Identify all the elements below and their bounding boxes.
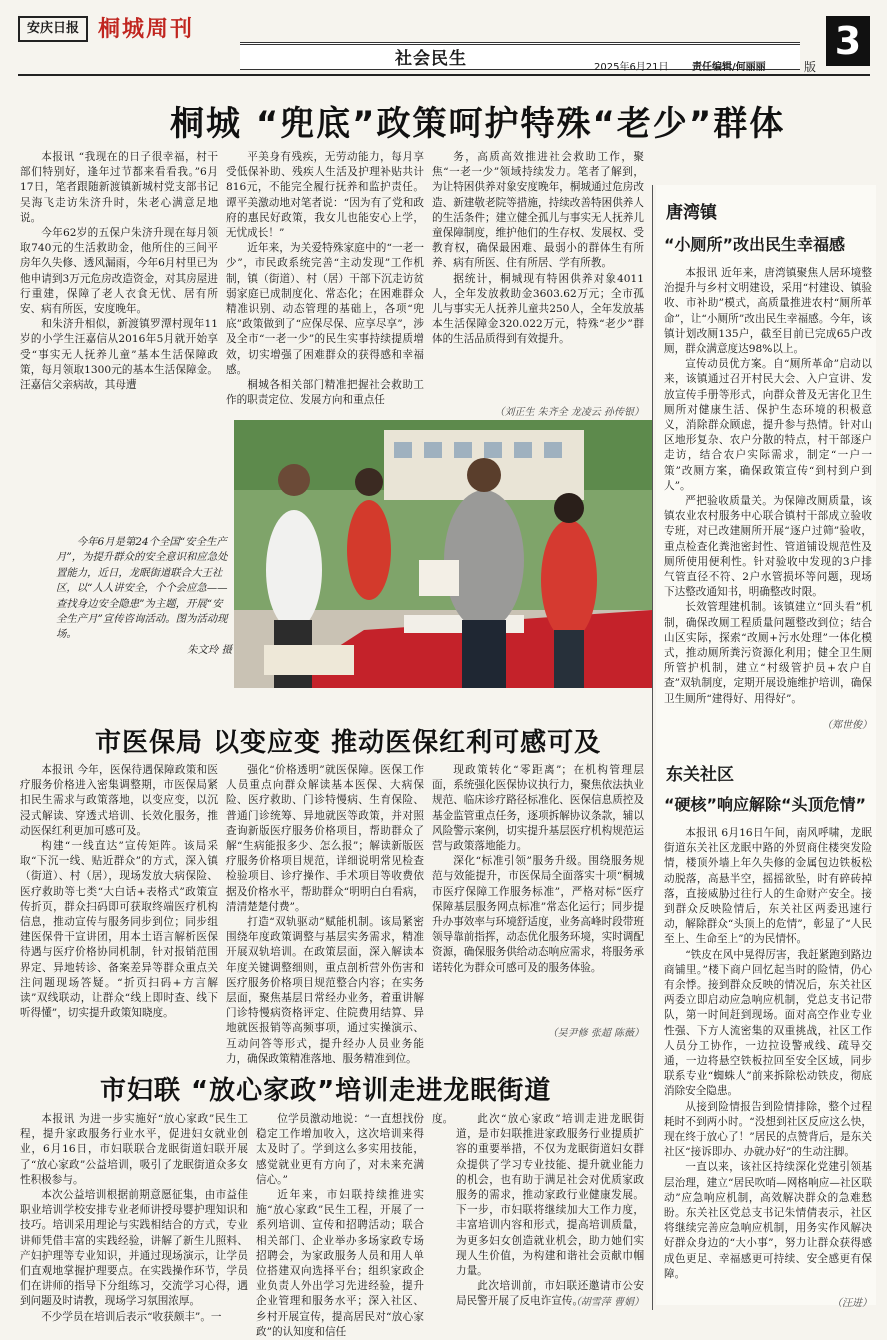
women-byline: （胡雪萍 曹娟）: [570, 1297, 644, 1308]
paragraph: 务，高质高效推进社会救助工作，聚焦“一老一少”领域持续发力。笔者了解到，为让特困供养对象安度晚年，桐城通过危房改造、新建敬老院等措施，持续改善特困供养人的生活条件；建立健全孤儿与事实无人抚养儿童保障制度，维护他们的生存权、发展权、受教育权，确保最困难、最弱小的群体生有所养、病有所医、住有所居、学有所教。: [432, 151, 644, 270]
page-number: 3: [826, 16, 870, 66]
women-article-col1: [20, 1112, 248, 1323]
paragraph: 此次培训前，市妇联还邀请市公安局民警开展了反电诈宣传。: [456, 1280, 644, 1308]
sidebar-story2-headline: “硬核”响应解除“头顶危情”: [664, 795, 867, 814]
medical-headline: 市医保局 以变应变 推动医保红利可感可及: [95, 728, 602, 758]
editor-credit: 责任编辑/何丽丽: [692, 62, 766, 73]
sidebar-story1-byline: （郑世俊）: [822, 720, 872, 731]
paragraph: 平美身有残疾，无劳动能力，每月享受低保补助、残疾人生活及护理补贴共计816元，不能完全履行抚养和监护责任。谭平美激动地对笔者说：“因为有了党和政府的惠民好政策，我女儿也能安心上学，无忧成长！”: [226, 151, 424, 240]
paragraph: 深化“标准引领”服务升级。围绕服务规范与效能提升，市医保局全面落实十项“桐城市医疗保障工作服务标准”，严格对标“医疗保障基层服务网点标准”常态化运行；同步提升办事效率与环境舒适度，业务高峰时段带班领导靠前指挥，动态优化服务环境，实时调配资源，确保服务供给动态响应需求，将服务承诺转化为群众可感可及的服务体验。: [432, 855, 644, 974]
sidebar-story1-place: 唐湾镇: [666, 203, 717, 223]
sidebar-story2-body: [664, 826, 872, 1291]
sidebar-story2-place: 东关社区: [666, 765, 734, 785]
paragraph: 本报讯 今年，医保待遇保障政策和医疗服务价格进入密集调整期，市医保局紧扣民生需求与政策落地，以变应变，以沉浸式解读、穿透式培训、长效化服务，推动医保红利更加可感可及。: [20, 764, 218, 837]
sidebar-story1-headline: “小厕所”改出民生幸福感: [664, 235, 846, 254]
main-article-col2: [226, 150, 424, 420]
paragraph: 打造“双轨驱动”赋能机制。该局紧密围绕年度政策调整与基层实务需求，精准开展双轨培训。在政策层面，深入解读本年度关键调整细则，重点剖析营外伤害和医疗服务价格项目规范整合内容；在实务层面，聚焦基层日常经办业务，着重讲解门诊特慢病资格评定、住院费用结算、异地就医报销等高频事项，通过实操演示、互动问答等形式，提升经办人员业务能力，确保政策精准落地、服务精准到位。: [226, 916, 424, 1065]
sidebar-story2-byline: （汪进）: [832, 1298, 872, 1309]
masthead: [0, 0, 887, 74]
paragraph: 本报讯 6月16日午间，南风呼啸，龙眠街道东关社区龙眠中路的外贸商住楼突发险情，楼顶外墙上年久失修的金属包边铁板松动脱落，高悬半空，摇摇欲坠，时有碎砖掉落，直接威胁过往行人的生命财产安全。接到群众反映险情后，东关社区两委迅速行动，解除群众“头顶上的危情”，彰显了“人民至上、生命至上”的为民情怀。: [664, 827, 872, 946]
photo-caption: [56, 535, 232, 658]
paragraph: 本报讯 “我现在的日子很幸福，村干部们特别好，逢年过节都来看看我。”6月17日，笔者跟随新渡镇新城村党支部书记吴海飞走访朱济升时，朱老心满意足地说。: [20, 151, 218, 224]
paragraph: 此次“放心家政”培训走进龙眠街道，是市妇联推进家政服务行业提质扩容的重要举措，不仅为龙眠街道妇女群众提供了学习专业技能、提升就业能力的机会，也有助于满足社会对优质家政服务的需求，推动家政行业健康发展。下一步，市妇联将继续加大工作力度，丰富培训内容和形式，提高培训质量，为更多妇女创造就业机会，助力她们实现人生价值，为构建和谐社会贡献巾帼力量。: [456, 1113, 644, 1278]
paragraph: 今年62岁的五保户朱济升现在每月领取740元的生活救助金，他所住的三间平房年久失修、透风漏雨，今年6月村里已为他申请到3万元危房改造资金，对其房屋进行重建，保障了老人衣食无忧、居有所安、病有所医，安度晚年。: [20, 227, 218, 316]
paragraph: 本次公益培训根据前期意愿征集，由市益佳职业培训学校安排专业老师讲授母婴护理知识和技巧。培训采用理论与实践相结合的方式，专业讲师凭借丰富的实践经验，讲解了新生儿照料、产妇护理等专业知识，并通过现场演示，让学员们直观地掌握护理要点。在实践操作环节，学员们在讲师的指导下分组练习，交流学习心得，遇到问题及时请教，现场学习氛围浓厚。: [20, 1189, 248, 1308]
medical-article-col1: [20, 763, 218, 1055]
main-byline: （刘正生 朱齐全 龙凌云 孙传银）: [494, 407, 644, 418]
paragraph: 据统计，桐城现有特困供养对象4011人，全年发放救助金3603.62万元；全市孤儿与事实无人抚养儿童共250人，全年发放基本生活保障金320.022万元，特殊“老少”群体的生活品质得到有效提升。: [432, 272, 644, 346]
women-headline: 市妇联 “放心家政”培训走进龙眠街道: [100, 1076, 552, 1106]
paragraph: 现政策转化“零距离”；在机构管理层面，系统强化医保协议执行力，聚焦依法执业规范、临床诊疗路径标准化、医保信息质控及基金监管重点任务，逐项拆解协议条款，辅以风险警示案例，切实提升基层医疗机构规范运营与政策落地能力。: [432, 764, 644, 853]
paragraph: 严把验收质量关。为保障改厕质量，该镇农业农村服务中心联合镇村干部成立验收专班，对已改建厕所开展“逐户过筛”验收，重点检查化粪池密封性、管道铺设规范性及厕所使用便利性。针对验收中发现的3户排气管直径不符、2户水管损坏等问题，现场下达整改通知书，明确整改时限。: [664, 495, 872, 599]
paragraph: 近年来，市妇联持续推进实施“放心家政”民生工程，开展了一系列培训、宣传和招聘活动；联合相关部门、企业举办多场家政专场招聘会，为家政服务人员和用人单位搭建双向选择平台；组织家政企业负责人外出学习先进经验，提升企业管理和服务水平；深入社区、乡村开展宣传，提高居民对“放心家政”的认知度和信任: [256, 1189, 424, 1338]
paragraph: 位学员激动地说：“一直想找份稳定工作增加收入，这次培训来得太及时了。学到这么多实用技能，感觉就业更有方向了，对未来充满信心。”: [256, 1113, 424, 1186]
caption-text: 今年6月是第24个全国“安全生产月”，为提升群众的安全意识和应急处置能力，近日，龙眠街道联合大王社区，以“人人讲安全，个个会应急——查找身边安全隐患”为主题，开展“安全生产月”宣传咨询活动。图为活动现场。: [56, 536, 228, 641]
women-article-col2: [256, 1112, 424, 1338]
paragraph: 宣传动员优方案。自“厕所革命”启动以来，该镇通过召开村民大会、入户宣讲、发放宣传手册等形式，向群众普及无害化卫生厕所对健康生活、保护生态环境的积极意义，消除群众顾虑，提升参与热情。针对山区地形复杂、农户分散的特点，村干部逐户走访，结合农户实际需求，制定“一户一策”改厕方案，确保政策宣传“到村到户到人”。: [664, 358, 872, 492]
main-article-col1: [20, 150, 218, 420]
women-article-col3: [432, 1112, 454, 1132]
newspaper-logo: 安庆日报: [18, 16, 88, 42]
supplement-title: 桐城周刊: [98, 17, 195, 42]
paragraph: 度。: [432, 1113, 454, 1125]
main-headline: 桐城 “兜底”政策呵护特殊“老少”群体: [170, 104, 786, 144]
paragraph: 一直以来，该社区持续深化党建引领基层治理，建立“居民吹哨—网格响应—社区联动”应急响应机制，高效解决群众的急难愁盼。东关社区党总支书记朱情倩表示，社区将继续完善应急响应机制，用务实作风解决好群众身边的“大小事”，努力让群众获得感成色更足、幸福感更可持续、安全感更有保障。: [664, 1161, 872, 1280]
page-label: 版: [804, 60, 817, 74]
paragraph: 不少学员在培训后表示“收获颇丰”。一: [41, 1310, 222, 1323]
main-article-col3: [432, 150, 644, 402]
issue-date: 2025年6月21日: [594, 62, 669, 73]
paragraph: 强化“价格透明”就医保障。医保工作人员重点向群众解读基本医保、大病保险、医疗救助、门诊特慢病、生育保险、普通门诊统筹、异地就医等政策，并对照查询新版医疗服务价格项目，帮助群众了解“生病能报多少、怎么报”；解读新版医疗服务价格项目规范，详细说明常见检查检验项目、诊疗操作、手术项目等收费依据及价格水平，帮助群众“明明白白看病，清清楚楚付费”。: [226, 764, 424, 913]
paragraph: 构建“一线直达”宣传矩阵。该局采取“下沉一线、贴近群众”的方式，深入镇（街道）、村（居），现场发放大病保险、医疗救助等七类“大白话+表格式”政策宣传折页，群众扫码即可获取终端医疗机构信息，推动宣传与服务同步到位；同步组建医保骨干宣讲团，用本土语言解析医保待遇与医疗价格协同机制，针对报销范围界定、异地转诊、备案差异等群众重点关注问题现场答疑。“折页扫码+方言解读”双线联动，让群众“线上即时查、线下听得懂”，切实提升政策知晓度。: [20, 840, 218, 1020]
section-name: 社会民生: [395, 49, 467, 69]
medical-byline: （吴尹修 张超 陈薇）: [547, 1028, 644, 1039]
event-photo: [234, 420, 652, 688]
paragraph: 和朱济升相似，新渡镇罗潭村现年11岁的小学生汪嘉信从2016年5月就开始享受“事实无人抚养儿童”基本生活保障政策，每月领取1300元的基本生活保障金。汪嘉信父亲病故，其母遭: [20, 318, 218, 392]
paragraph: “铁皮在风中晃得厉害，我赶紧跑到路边商铺里。”楼下商户回忆起当时的险情，仍心有余悸。接到群众反映的情况后，东关社区两委立即启动应急响应机制，党总支书记带队，第一时间赶到现场。面对高空作业专业性强、下方人流密集的双重挑战，社区工作人员分工协作，一边拉设警戒线、疏导交通，一边将悬空铁板拉回至安全区域，同步联系专业“蜘蛛人”前来拆除松动铁皮，彻底消除安全隐患。: [664, 948, 872, 1098]
paragraph: 本报讯 为进一步实施好“放心家政”民生工程，提升家政服务行业水平，促进妇女就业创业，6月16日，市妇联联合龙眠街道妇联开展了“放心家政”公益培训，吸引了龙眠街道众多女性积极参与。: [20, 1113, 248, 1186]
paragraph: 从接到险情报告到险情排除，整个过程耗时不到两小时。“没想到社区反应这么快，现在终于放心了！”居民的点赞背后，是东关社区“接诉即办、办就办好”的生动注脚。: [664, 1100, 872, 1159]
medical-article-col3: [432, 763, 644, 1039]
sidebar-divider: [652, 185, 653, 1310]
sidebar-story1-body: [664, 266, 872, 703]
masthead-rule: [18, 74, 870, 76]
paragraph: 近年来，为关爱特殊家庭中的“一老一少”，市民政系统完善“主动发现”工作机制，镇（街道）、村（居）干部下沉走访贫弱家庭已成制度化、常态化；在困难群众精准识别、动态管理的基础上，各项“兜底”政策做到了“应保尽保、应享尽享”，涉及全市“一老一少”的民生实事持续提质增效，切实增强了困难群众的获得感和幸福感。: [226, 242, 424, 376]
paragraph: 桐城各相关部门精准把握社会救助工作的职责定位、发展方向和重点任: [226, 379, 424, 407]
medical-article-col2: [226, 763, 424, 1065]
paragraph: 长效管理建机制。该镇建立“回头看”机制，确保改厕工程质量问题整改到位；结合山区实际，探索“改厕+污水处理”一体化模式，推动厕所粪污资源化利用；健全卫生厕所管护机制，建立“村级管护员+农户自查”双轨制度，定期开展设施维护培训，确保卫生厕所“建得好、用得好”。: [664, 601, 872, 705]
photographer-credit: 朱文玲 摄: [187, 643, 232, 656]
paragraph: 本报讯 近年来，唐湾镇聚焦人居环境整治提升与乡村文明建设，采用“村建设、镇验收、市补助”模式，高质量推进农村“厕所革命”，让“小厕所”改出民生幸福感。今年，该镇计划改厕135户，截至目前已完成65户改厕，群众满意度达98%以上。: [664, 267, 872, 356]
